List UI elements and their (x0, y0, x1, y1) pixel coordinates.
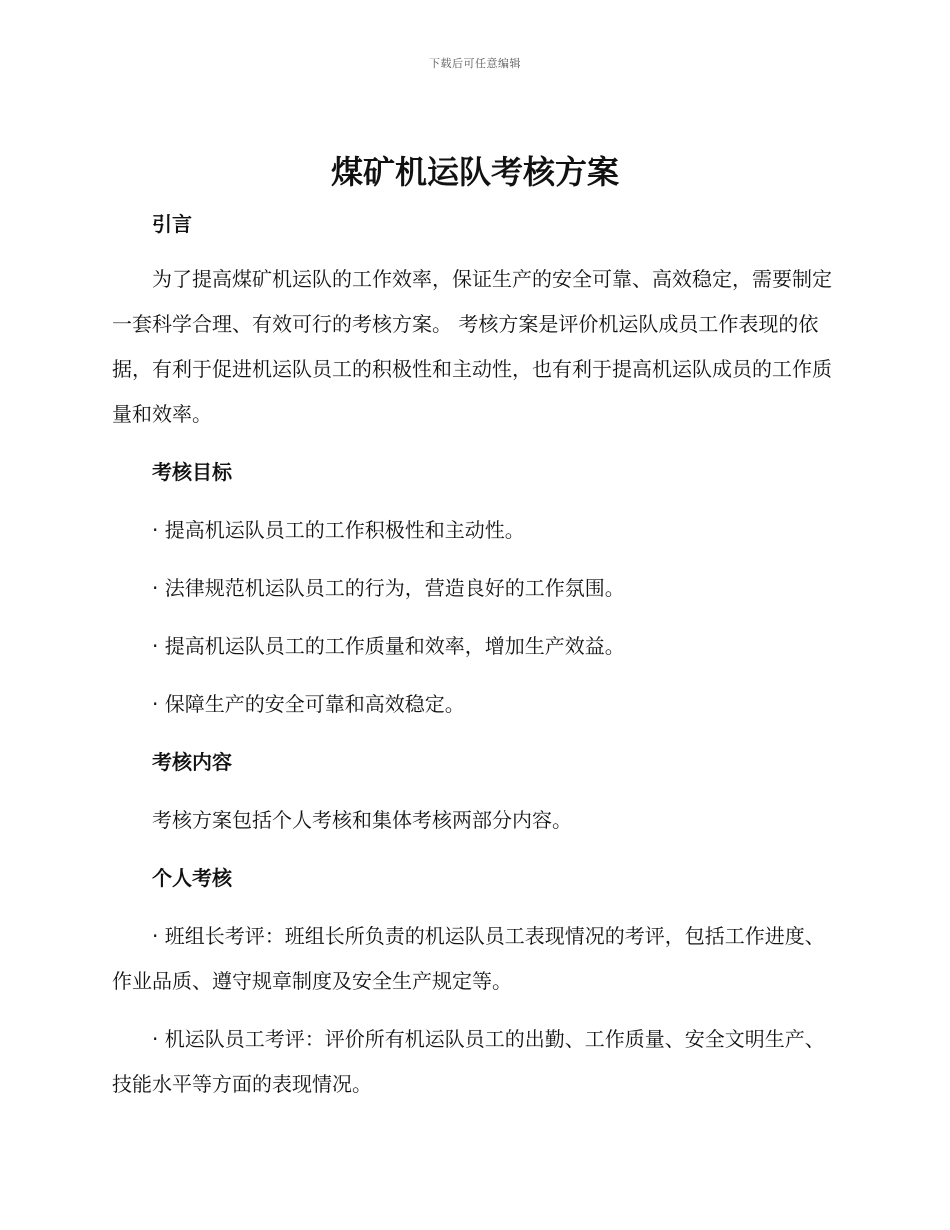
intro-paragraph: 为了提高煤矿机运队的工作效率，保证生产的安全可靠、高效稳定，需要制定一套科学合理、有效可行的考核方案。 考核方案是评价机运队成员工作表现的依据，有利于促进机运队员工的积极性和主动性，也有利于提高机运队成员的工作质量和效率。 (112, 267, 832, 426)
goal-item: · 提高机运队员工的工作质量和效率，增加生产效益。 (152, 634, 625, 658)
goal-item: · 提高机运队员工的工作积极性和主动性。 (152, 518, 525, 542)
section-heading-content: 考核内容 (152, 750, 232, 774)
section-heading-goals: 考核目标 (152, 460, 232, 484)
individual-item: · 班组长考评：班组长所负责的机运队员工表现情况的考评，包括工作进度、作业品质、遵守规章制度及安全生产规定等。 (112, 924, 825, 993)
header-note: 下载后可任意编辑 (429, 57, 521, 70)
goal-item: · 保障生产的安全可靠和高效稳定。 (152, 692, 465, 716)
goal-item: · 法律规范机运队员工的行为，营造良好的工作氛围。 (152, 576, 625, 600)
document-title: 煤矿机运队考核方案 (330, 153, 619, 191)
section-heading-individual: 个人考核 (152, 866, 232, 890)
content-paragraph: 考核方案包括个人考核和集体考核两部分内容。 (152, 808, 572, 832)
section-heading-intro: 引言 (152, 212, 192, 236)
document-body (112, 202, 838, 1107)
individual-item: · 机运队员工考评：评价所有机运队员工的出勤、工作质量、安全文明生产、技能水平等方面的表现情况。 (112, 1027, 825, 1096)
